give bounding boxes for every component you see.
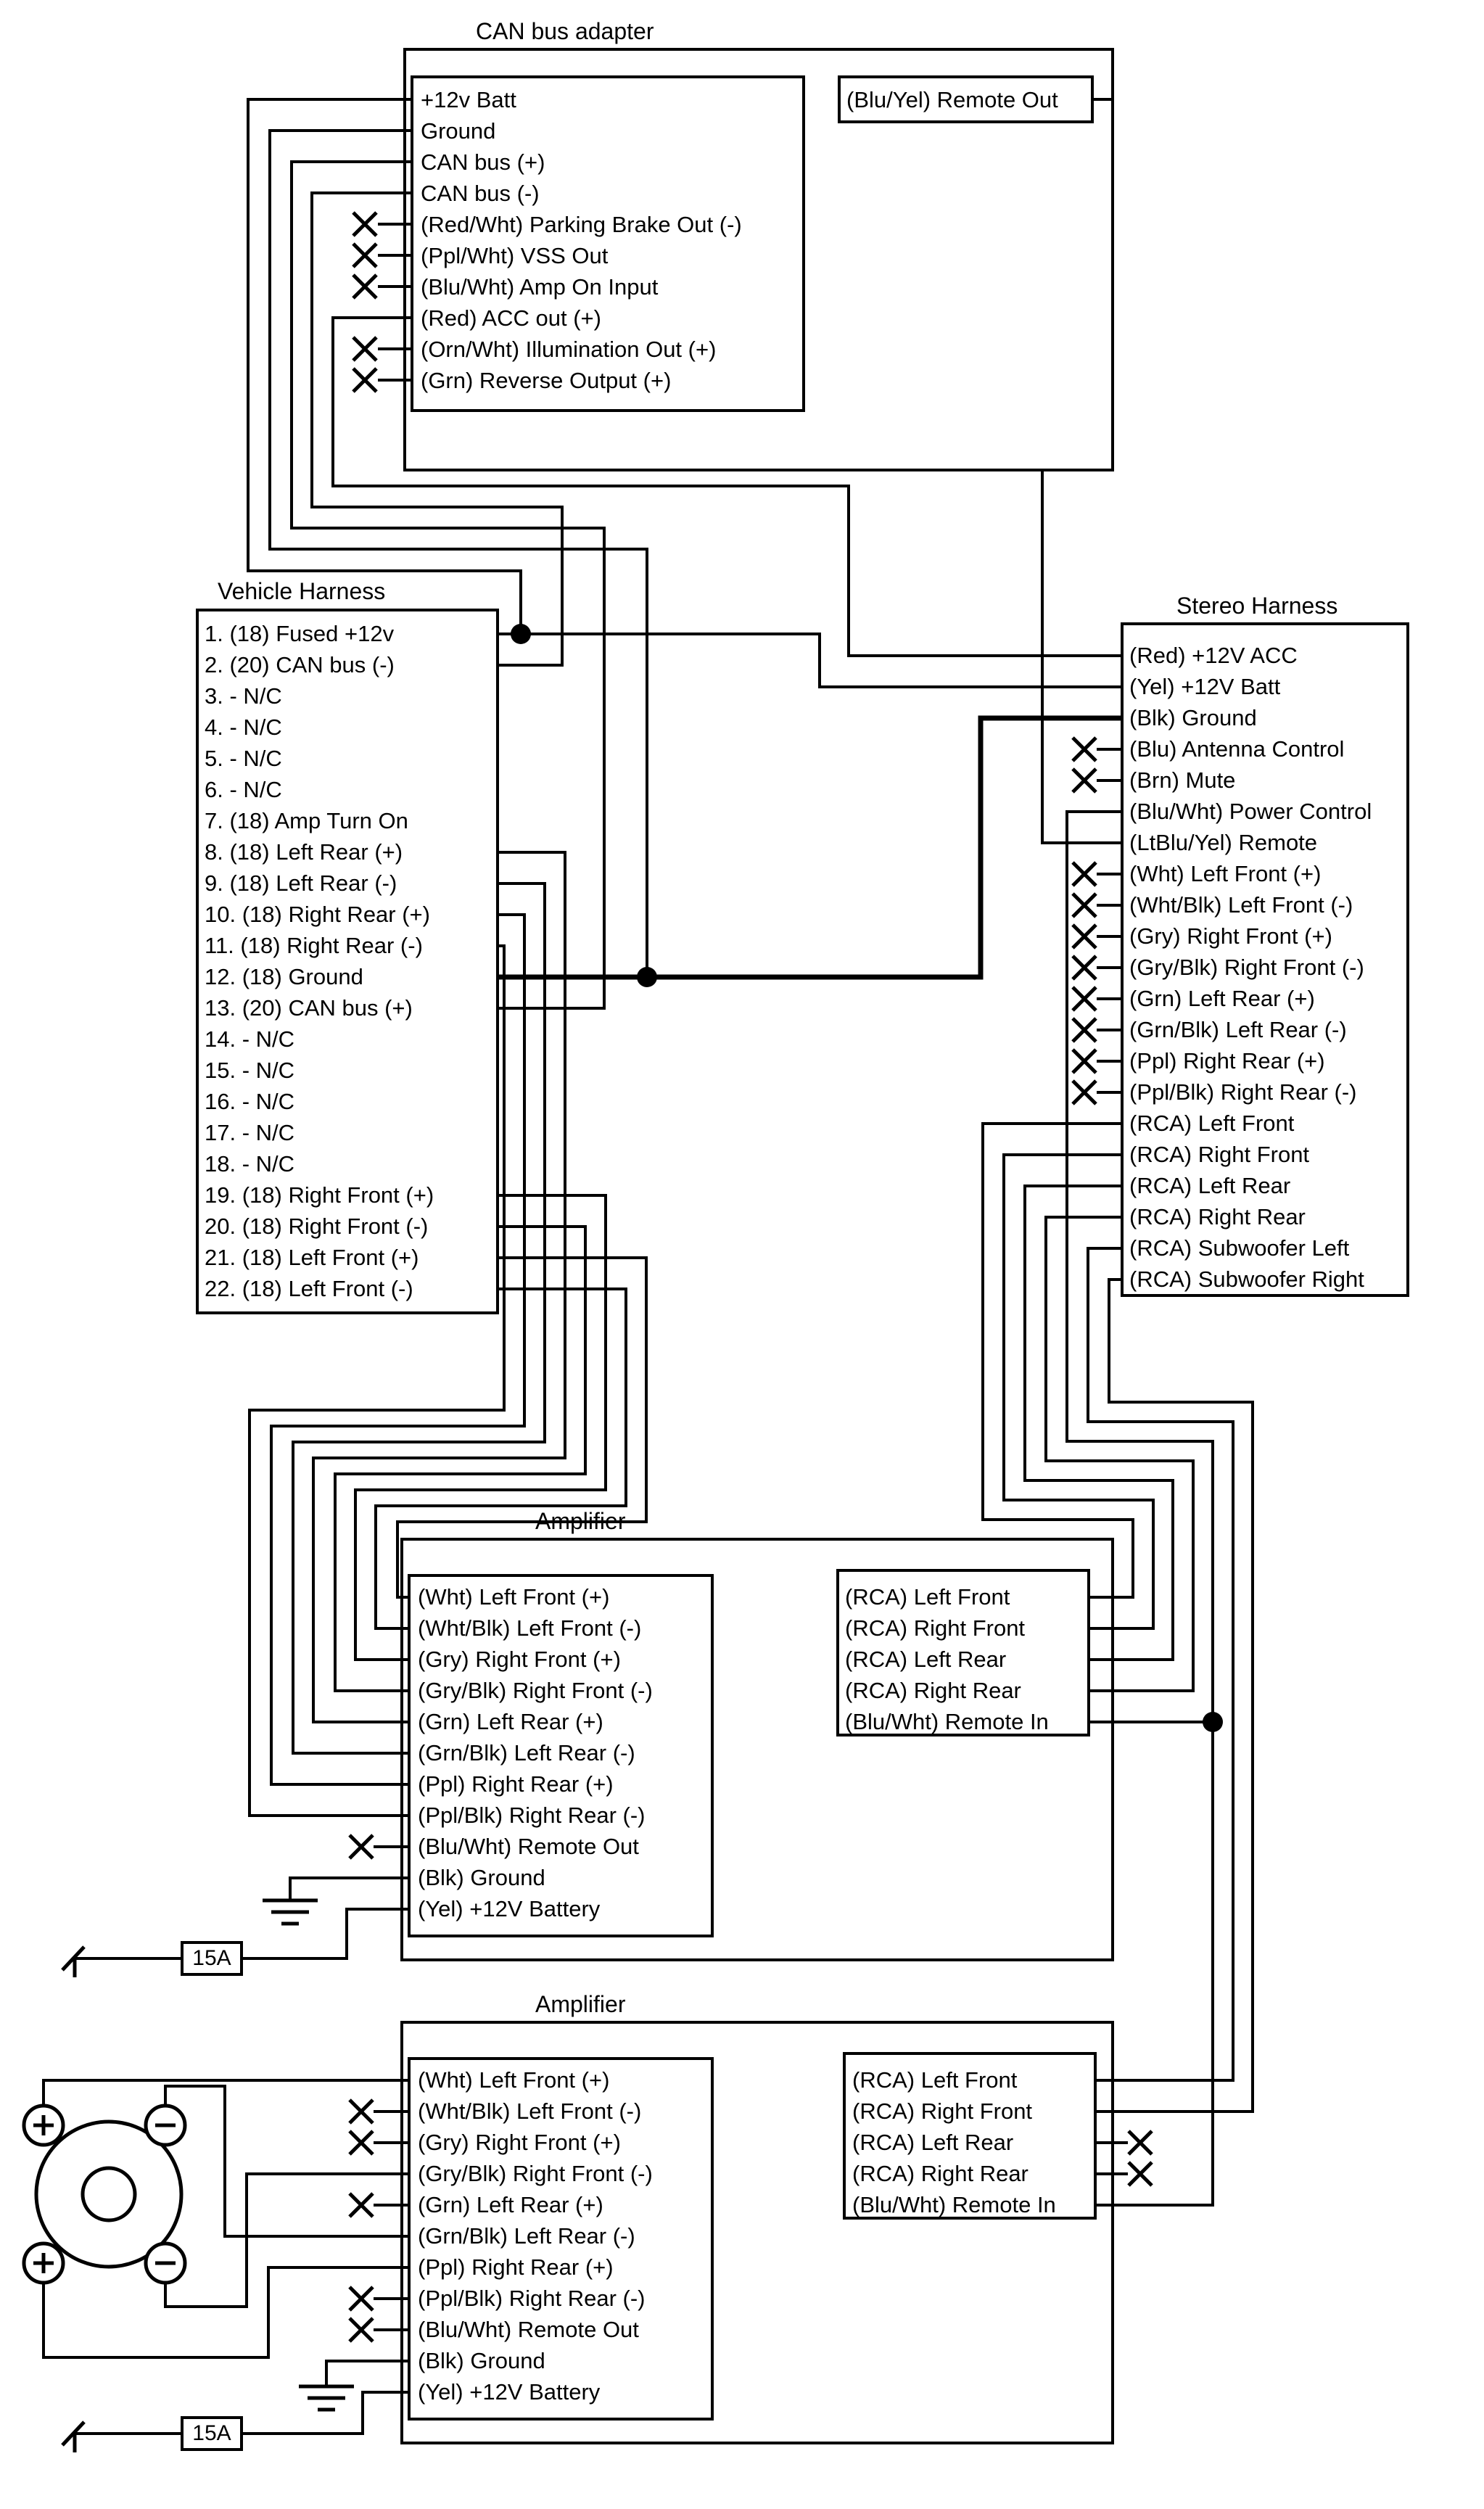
- x-icon: [1073, 738, 1096, 761]
- wire-batt-bus: [499, 634, 1121, 687]
- x-icon: [353, 244, 376, 267]
- pin-label: 22. (18) Left Front (-): [205, 1276, 413, 1301]
- pin-label: (Ppl/Wht) VSS Out: [421, 243, 609, 268]
- x-icon: [350, 2287, 373, 2310]
- pin-label: 10. (18) Right Rear (+): [205, 902, 430, 927]
- pin-label: (RCA) Right Front: [852, 2098, 1033, 2124]
- pin-label: Ground: [421, 118, 496, 144]
- x-icon: [350, 2100, 373, 2123]
- x-icon: [1073, 1050, 1096, 1073]
- fuse2-label: 15A: [192, 2421, 231, 2445]
- pin-label: 14. - N/C: [205, 1026, 295, 1052]
- pin-label: (Gry/Blk) Right Front (-): [418, 1678, 653, 1703]
- fuse1-label: 15A: [192, 1946, 231, 1970]
- x-icon: [353, 368, 376, 392]
- pin-label: 8. (18) Left Rear (+): [205, 839, 403, 865]
- ground-icon: [263, 1900, 318, 1924]
- pin-label: (LtBlu/Yel) Remote: [1129, 830, 1318, 855]
- pin-label: 5. - N/C: [205, 746, 282, 771]
- pin-label: (Brn) Mute: [1129, 767, 1236, 793]
- x-icon: [1073, 1081, 1096, 1104]
- speaker-icon: [24, 2106, 185, 2283]
- amplifier2-pins: [418, 2064, 653, 2407]
- pin-label: 11. (18) Right Rear (-): [205, 933, 423, 958]
- pin-label: (Ppl/Blk) Right Rear (-): [418, 1803, 646, 1828]
- x-icon: [350, 2318, 373, 2341]
- pin-label: (Grn) Reverse Output (+): [421, 368, 672, 393]
- pin-label: (Blu/Wht) Amp On Input: [421, 274, 659, 300]
- amplifier1-title: Amplifier: [535, 1508, 626, 1534]
- amplifier2-title: Amplifier: [535, 1991, 626, 2017]
- x-icon: [1129, 2162, 1152, 2185]
- amplifier2-rca-pins: [852, 2064, 1056, 2220]
- pin-label: 16. - N/C: [205, 1089, 295, 1114]
- pin-label: (Wht) Left Front (+): [418, 1584, 610, 1610]
- pin-label: (Grn/Blk) Left Rear (-): [418, 2223, 635, 2249]
- pin-label: (Orn/Wht) Illumination Out (+): [421, 337, 717, 362]
- pin-label: (Blu/Wht) Remote In: [845, 1709, 1049, 1734]
- junction-dot: [1203, 1712, 1223, 1732]
- pin-label: 1. (18) Fused +12v: [205, 621, 395, 646]
- pin-label: (RCA) Left Front: [852, 2067, 1018, 2093]
- can-bus-adapter-pins: [421, 84, 742, 396]
- pin-label: CAN bus (-): [421, 181, 540, 206]
- stereo-harness-title: Stereo Harness: [1176, 593, 1338, 619]
- can-bus-adapter-title: CAN bus adapter: [476, 18, 654, 44]
- x-icon: [353, 337, 376, 361]
- pin-label: (Grn/Blk) Left Rear (-): [1129, 1017, 1347, 1042]
- battery-terminal-icon: [62, 1947, 84, 1977]
- pin-label: 18. - N/C: [205, 1151, 295, 1177]
- pin-label: (RCA) Left Rear: [845, 1647, 1007, 1672]
- pin-label: 6. - N/C: [205, 777, 282, 802]
- pin-label: (Ppl) Right Rear (+): [418, 1771, 614, 1797]
- pin-label: (Gry) Right Front (+): [418, 1647, 621, 1672]
- pin-label: (Grn) Left Rear (+): [1129, 986, 1315, 1011]
- wire-amp2-ground: [326, 2361, 408, 2386]
- pin-label: (Wht/Blk) Left Front (-): [1129, 892, 1353, 918]
- ground-icon: [299, 2386, 354, 2410]
- pin-label: (Blu) Antenna Control: [1129, 736, 1345, 762]
- pin-label: 9. (18) Left Rear (-): [205, 870, 397, 896]
- vehicle-harness-title: Vehicle Harness: [218, 578, 386, 604]
- pin-label: 3. - N/C: [205, 683, 282, 709]
- pin-label: (Yel) +12V Battery: [418, 1896, 601, 1921]
- x-icon: [1073, 987, 1096, 1010]
- x-icon: [1073, 925, 1096, 948]
- wire-spk-bottom-plus: [44, 2267, 408, 2357]
- wire-ground-bus: [499, 718, 1121, 977]
- pin-label: 19. (18) Right Front (+): [205, 1182, 434, 1208]
- vehicle-harness-pins: [205, 618, 434, 1304]
- amplifier1-pins: [418, 1581, 653, 1924]
- x-icon: [1073, 956, 1096, 979]
- pin-label: (Gry/Blk) Right Front (-): [1129, 955, 1364, 980]
- wire-amp1-battery: [243, 1909, 408, 1958]
- pin-label: (Grn) Left Rear (+): [418, 1709, 603, 1734]
- pin-label: (Ppl) Right Rear (+): [1129, 1048, 1325, 1074]
- x-icon: [1073, 862, 1096, 886]
- pin-label: 7. (18) Amp Turn On: [205, 808, 408, 833]
- wire-rca-subwoofer-right: [1097, 1280, 1253, 2112]
- junction-dot: [637, 967, 657, 987]
- pin-label: (Gry/Blk) Right Front (-): [418, 2161, 653, 2186]
- pin-label: (RCA) Left Rear: [852, 2130, 1014, 2155]
- pin-label: (Blk) Ground: [1129, 705, 1257, 730]
- pin-label: (Wht/Blk) Left Front (-): [418, 2098, 642, 2124]
- pin-label: (RCA) Right Rear: [852, 2161, 1029, 2186]
- pin-label: +12v Batt: [421, 87, 516, 112]
- pin-label: 12. (18) Ground: [205, 964, 363, 989]
- nc-stub-stereo: [1097, 749, 1121, 1092]
- x-icon: [350, 2193, 373, 2217]
- pin-label: (RCA) Right Front: [1129, 1142, 1310, 1167]
- pin-label: 20. (18) Right Front (-): [205, 1214, 429, 1239]
- remote-out-label: (Blu/Yel) Remote Out: [846, 87, 1058, 112]
- amplifier1-rca-pins: [845, 1581, 1049, 1737]
- pin-label: (Blu/Wht) Remote Out: [418, 2317, 639, 2342]
- pin-label: (Wht) Left Front (+): [1129, 861, 1322, 886]
- pin-label: (RCA) Subwoofer Left: [1129, 1235, 1350, 1261]
- battery-terminal-icons: [62, 1947, 84, 2452]
- pin-label: (Gry) Right Front (+): [1129, 923, 1332, 949]
- x-icon: [353, 275, 376, 298]
- stereo-harness-pins: [1129, 640, 1372, 1295]
- pin-label: 17. - N/C: [205, 1120, 295, 1145]
- pin-label: (Blk) Ground: [418, 2348, 545, 2373]
- pin-label: (Blk) Ground: [418, 1865, 545, 1890]
- x-icon: [1073, 894, 1096, 917]
- remote-out-label-wrap: [846, 84, 1058, 115]
- pin-label: (RCA) Right Front: [845, 1615, 1026, 1641]
- pin-label: (Grn) Left Rear (+): [418, 2192, 603, 2217]
- pin-label: (Blu/Wht) Power Control: [1129, 799, 1372, 824]
- x-icon: [353, 213, 376, 236]
- pin-label: (RCA) Left Rear: [1129, 1173, 1291, 1198]
- pin-label: (Ppl/Blk) Right Rear (-): [1129, 1079, 1357, 1105]
- pin-label: (RCA) Left Front: [845, 1584, 1010, 1610]
- pin-label: (RCA) Subwoofer Right: [1129, 1266, 1364, 1292]
- pin-label: 13. (20) CAN bus (+): [205, 995, 413, 1021]
- pin-label: (Blu/Wht) Remote Out: [418, 1834, 639, 1859]
- pin-label: (Wht/Blk) Left Front (-): [418, 1615, 642, 1641]
- x-icon: [350, 1835, 373, 1858]
- junction-dot: [511, 624, 531, 644]
- pin-label: 15. - N/C: [205, 1058, 295, 1083]
- pin-label: (Gry) Right Front (+): [418, 2130, 621, 2155]
- pin-label: CAN bus (+): [421, 149, 545, 175]
- x-icon: [1073, 769, 1096, 792]
- pin-label: 21. (18) Left Front (+): [205, 1245, 419, 1270]
- pin-label: 2. (20) CAN bus (-): [205, 652, 395, 677]
- ground-icons: [263, 1900, 354, 2410]
- wire-amp1-ground: [290, 1878, 408, 1900]
- pin-label: (Wht) Left Front (+): [418, 2067, 610, 2093]
- x-icon: [1129, 2131, 1152, 2154]
- pin-label: (Grn/Blk) Left Rear (-): [418, 1740, 635, 1766]
- pin-label: (RCA) Left Front: [1129, 1111, 1295, 1136]
- x-icon: [350, 2131, 373, 2154]
- pin-label: 4. - N/C: [205, 714, 282, 740]
- pin-label: (Red) ACC out (+): [421, 305, 601, 331]
- speaker-dustcap: [83, 2168, 135, 2220]
- pin-label: (Yel) +12V Batt: [1129, 674, 1281, 699]
- pin-label: (Ppl) Right Rear (+): [418, 2254, 614, 2280]
- pin-label: (Red) +12V ACC: [1129, 643, 1298, 668]
- pin-label: (RCA) Right Rear: [845, 1678, 1021, 1703]
- x-icon: [1073, 1018, 1096, 1042]
- pin-label: (Ppl/Blk) Right Rear (-): [418, 2286, 646, 2311]
- pin-label: (Blu/Wht) Remote In: [852, 2192, 1056, 2217]
- pin-label: (RCA) Right Rear: [1129, 1204, 1306, 1229]
- pin-label: (Yel) +12V Battery: [418, 2379, 601, 2405]
- pin-label: (Red/Wht) Parking Brake Out (-): [421, 212, 742, 237]
- battery-terminal-icon: [62, 2422, 84, 2452]
